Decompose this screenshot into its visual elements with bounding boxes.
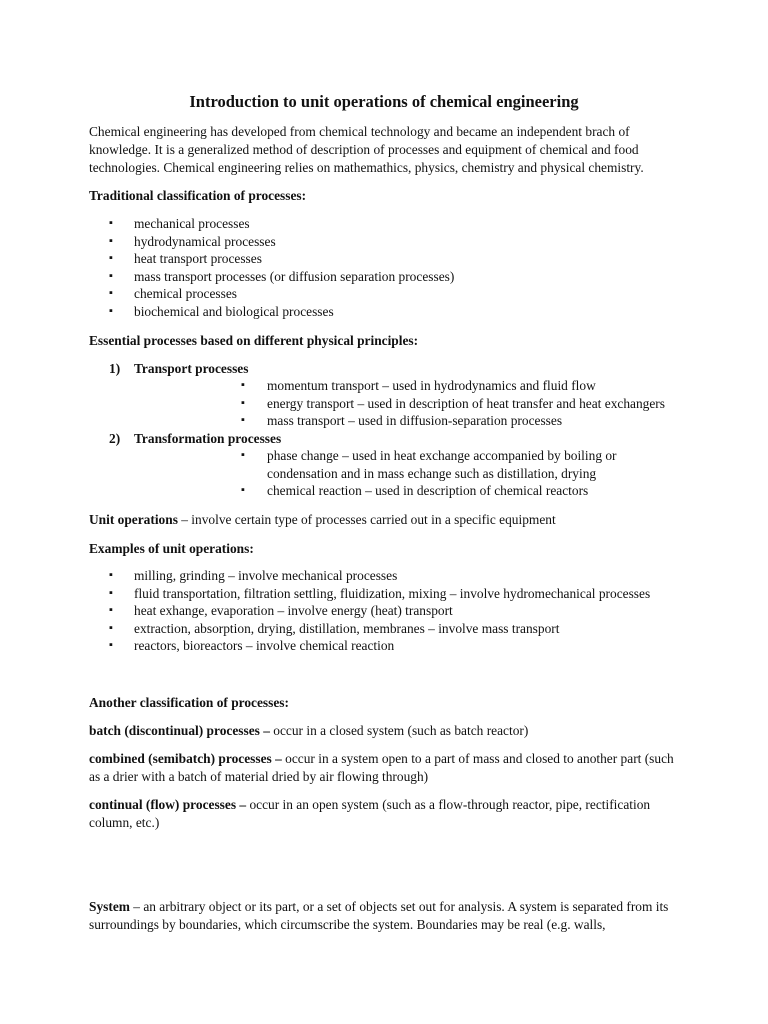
unit-operations-text: – involve certain type of processes carried out in a specific equipment [177,512,556,527]
batch-definition [89,722,679,740]
list-item: ▪ chemical processes [89,285,454,303]
continual-definition [89,796,679,832]
intro-paragraph: Chemical engineering has developed from chemical technology and became an independent brach of knowledge. It is a generalized method of description of processes and equipment of chemical and food technologies. Chemical engineering relies on mathemathics, physics, chemistry and physical chemistry. [89,124,644,175]
combined-definition [89,750,679,786]
unit-operations-term: Unit operations [89,512,178,527]
transformation-label: Transformation processes [134,431,282,446]
transport-heading [109,360,248,378]
transformation-number: 2) [109,431,121,446]
unit-operations-definition [89,511,679,529]
list-item: ▪ extraction, absorption, drying, distillation, membranes – involve mass transport [89,620,650,638]
list-item: ▪ mass transport processes (or diffusion separation processes) [89,268,454,286]
combined-term: combined (semibatch) processes – [89,751,282,766]
list-item: ▪ heat transport processes [89,250,454,268]
transport-list [89,377,665,430]
batch-term: batch (discontinual) processes – [89,723,270,738]
list-item: ▪ phase change – used in heat exchange accompanied by boiling or condensation and in mass echange such as distillation, drying [89,447,667,482]
list-item: ▪ heat exhange, evaporation – involve energy (heat) transport [89,602,650,620]
list-item: ▪ milling, grinding – involve mechanical processes [89,567,650,585]
list-item: ▪ biochemical and biological processes [89,303,454,321]
continual-text: occur in an open system (such as a flow-through reactor, pipe, rectification column, etc.) [89,797,651,830]
transport-number: 1) [109,361,121,376]
transformation-list [89,447,667,500]
list-item: ▪ energy transport – used in description of heat transfer and heat exchangers [89,395,665,413]
batch-text: occur in a closed system (such as batch reactor) [269,723,529,738]
continual-term: continual (flow) processes – [89,797,247,812]
transformation-heading [109,430,281,448]
list-item: ▪ chemical reaction – used in description of chemical reactors [89,482,667,500]
list-item: ▪ mechanical processes [89,215,454,233]
examples-heading: Examples of unit operations: [89,541,254,556]
system-term: System [89,899,130,914]
list-item: ▪ fluid transportation, filtration settling, fluidization, mixing – involve hydromechanical processes [89,585,650,603]
examples-list [89,567,650,655]
combined-text: occur in a system open to a part of mass and closed to another part (such as a drier with a batch of material dried by air flowing through) [89,751,674,784]
system-text: – an arbitrary object or its part, or a set of objects set out for analysis. A system is separated from its surroundings by boundaries, which circumscribe the system. Boundaries may be real (e.g. walls, [89,899,669,932]
list-item: ▪ mass transport – used in diffusion-separation processes [89,412,665,430]
transport-label: Transport processes [134,361,249,376]
traditional-heading: Traditional classification of processes: [89,188,307,203]
system-definition [89,898,679,934]
essential-heading: Essential processes based on different physical principles: [89,333,419,348]
list-item: ▪ momentum transport – used in hydrodynamics and fluid flow [89,377,665,395]
list-item: ▪ reactors, bioreactors – involve chemical reaction [89,637,650,655]
another-heading: Another classification of processes: [89,695,289,710]
list-item: ▪ hydrodynamical processes [89,233,454,251]
traditional-list [89,215,454,320]
page-title: Introduction to unit operations of chemical engineering [189,92,579,111]
